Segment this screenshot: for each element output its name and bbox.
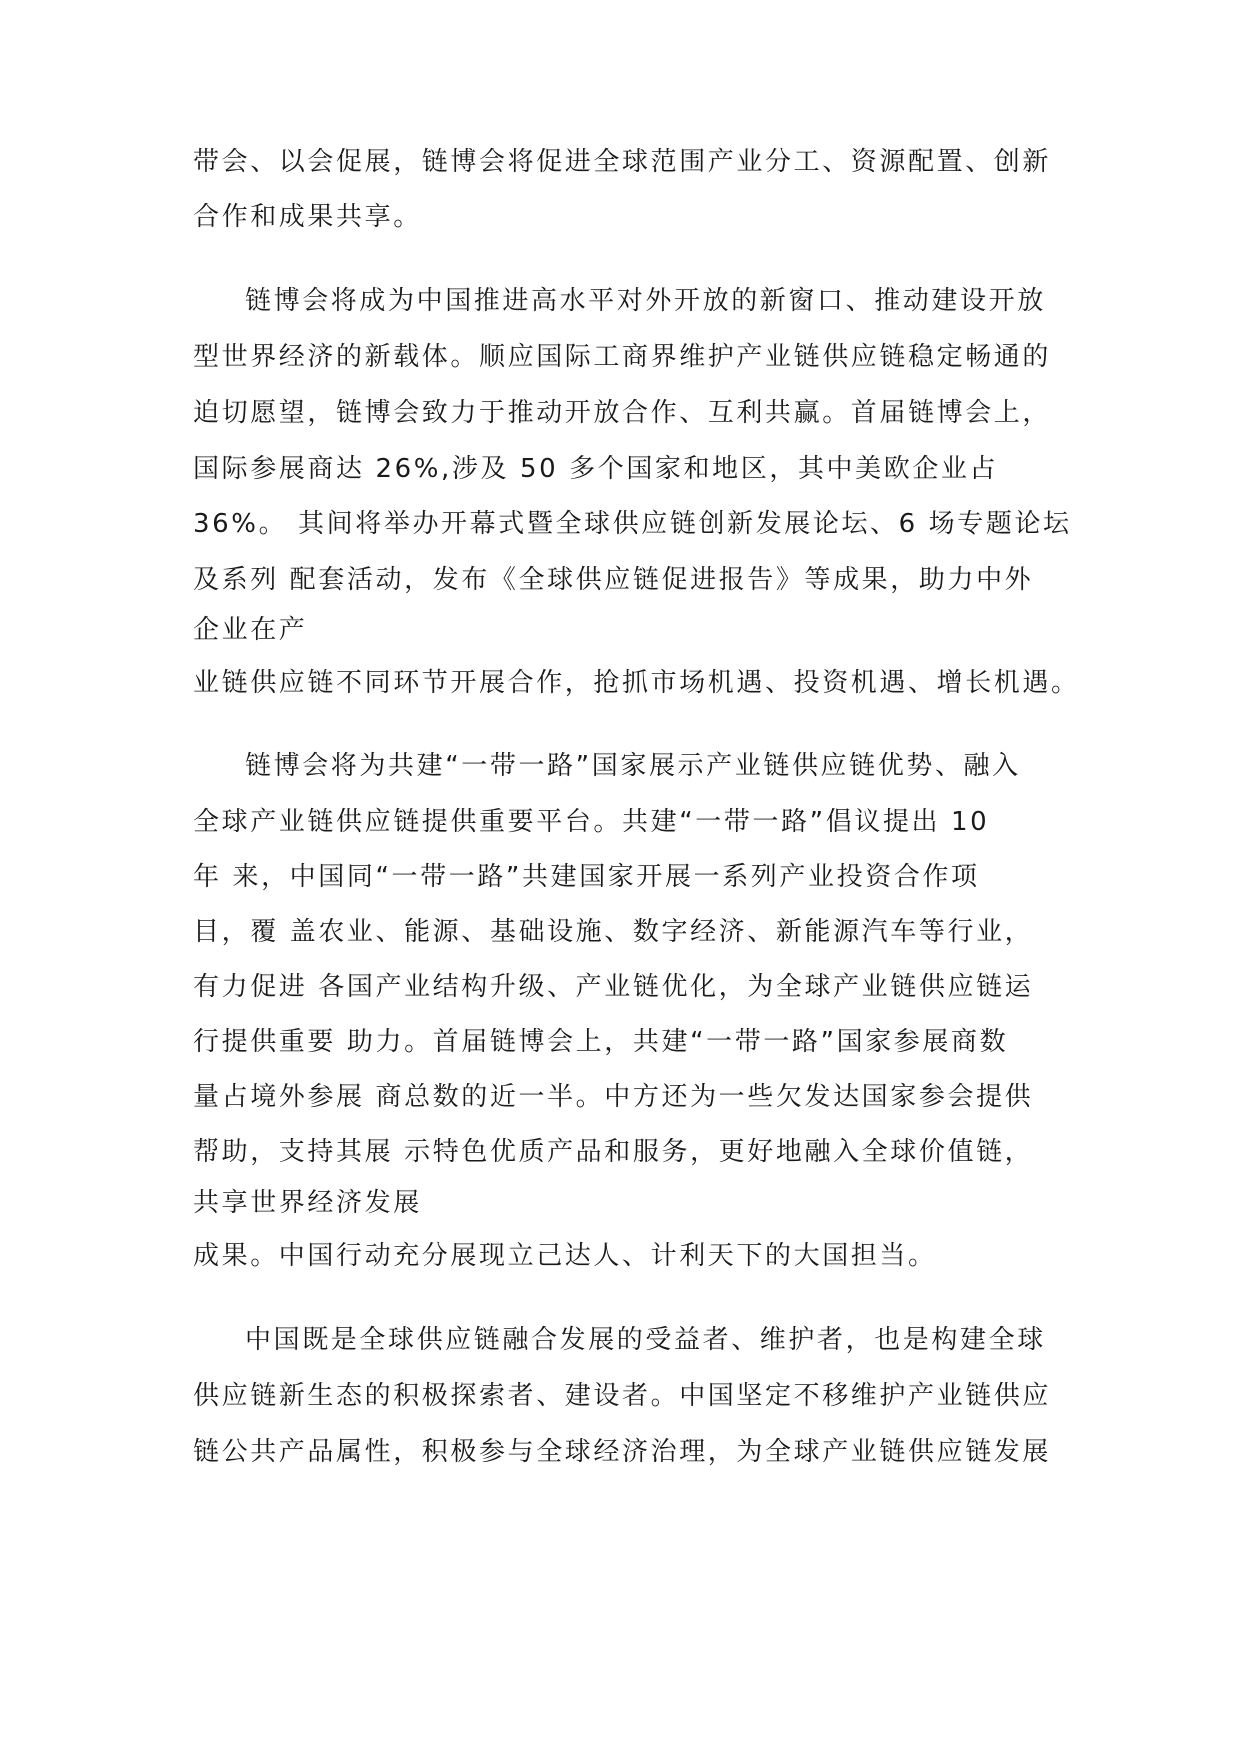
text-line: 年 来，中国同“一带一路”共建国家开展一系列产业投资合作项: [193, 862, 980, 892]
text-line: 企业在产: [193, 615, 308, 645]
text-line: 业链供应链不同环节开展合作，抢抓市场机遇、投资机遇、增长机遇。: [193, 668, 1080, 698]
text-line: 全球产业链供应链提供重要平台。共建“一带一路”倡议提出 10: [193, 807, 990, 837]
text-line: 中国既是全球供应链融合发展的受益者、维护者，也是构建全球: [245, 1325, 1046, 1355]
text-line: 成果。中国行动充分展现立己达人、计利天下的大国担当。: [193, 1241, 937, 1271]
text-line: 带会、以会促展，链博会将促进全球范围产业分工、资源配置、创新: [193, 147, 1052, 177]
text-line: 共享世界经济发展: [193, 1188, 422, 1218]
text-line: 迫切愿望，链博会致力于推动开放合作、互利共赢。首届链博会上，: [193, 398, 1052, 428]
text-line: 目，覆 盖农业、能源、基础设施、数字经济、新能源汽车等行业，: [193, 917, 1034, 947]
text-line: 有力促进 各国产业结构升级、产业链优化，为全球产业链供应链运: [193, 972, 1034, 1002]
text-line: 国际参展商达 26%,涉及 50 多个国家和地区，其中美欧企业占: [193, 454, 999, 484]
text-line: 量占境外参展 商总数的近一半。中方还为一些欠发达国家参会提供: [193, 1082, 1034, 1112]
text-line: 及系列 配套活动，发布《全球供应链促进报告》等成果，助力中外: [193, 565, 1034, 595]
text-line: 链公共产品属性，积极参与全球经济治理，为全球产业链供应链发展: [193, 1437, 1052, 1467]
text-line: 链博会将为共建“一带一路”国家展示产业链供应链优势、融入: [245, 751, 1021, 781]
text-line: 供应链新生态的积极探索者、建设者。中国坚定不移维护产业链供应: [193, 1381, 1052, 1411]
text-line: 36%。 其间将举办开幕式暨全球供应链创新发展论坛、6 场专题论坛: [193, 509, 1072, 539]
text-line: 帮助，支持其展 示特色优质产品和服务，更好地融入全球价值链，: [193, 1137, 1034, 1167]
text-line: 行提供重要 助力。首届链博会上，共建“一带一路”国家参展商数: [193, 1027, 1009, 1057]
text-line: 型世界经济的新载体。顺应国际工商界维护产业链供应链稳定畅通的: [193, 342, 1052, 372]
text-line: 链博会将成为中国推进高水平对外开放的新窗口、推动建设开放: [245, 286, 1046, 316]
text-line: 合作和成果共享。: [193, 202, 422, 232]
